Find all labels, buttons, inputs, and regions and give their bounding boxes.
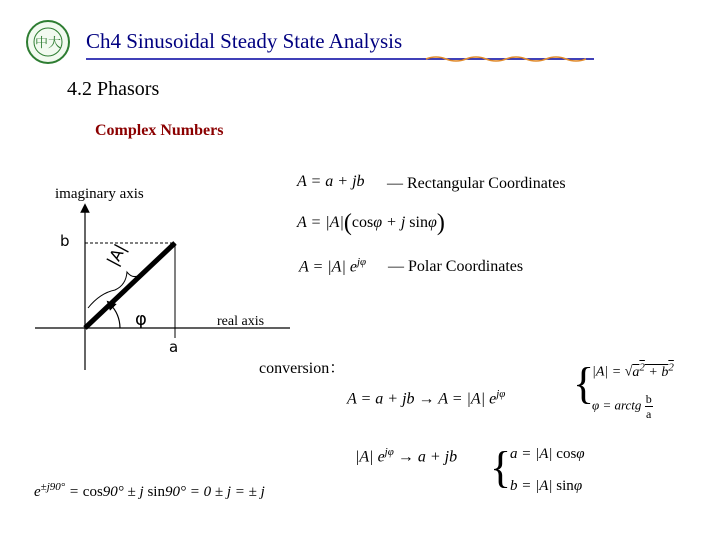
polar-label: — Polar Coordinates — [388, 258, 524, 275]
conversion-brace-1: { — [573, 359, 595, 408]
phasor-vector — [85, 240, 175, 328]
real-part-conversion: a = |A| cosφ — [510, 446, 585, 462]
magnitude-label: |A| — [103, 240, 130, 269]
imag-part-conversion: b = |A| sinφ — [510, 478, 583, 494]
rect-to-polar-formula: A = a + jb → A = |A| $e^{j\varphi}$ — [347, 388, 506, 408]
svg-text:中大: 中大 — [34, 36, 62, 51]
rectangular-formula: A = a + jb — [297, 173, 365, 190]
header-underline — [86, 56, 596, 64]
imaginary-axis-label: imaginary axis — [55, 186, 144, 202]
angle-conversion: φ = arctg $\frac{b}{a}$ — [592, 392, 652, 421]
polar-to-rect-formula: |A| $e^{j\varphi} \to a$ + jb — [355, 446, 458, 466]
a-label: a — [169, 338, 179, 356]
rectangular-label: — Rectangular Coordinates — [387, 175, 566, 192]
magnitude-conversion: $|A| = √a^2 + b^2$ — [592, 361, 674, 380]
magnitude-brace — [88, 250, 168, 308]
section-title: 4.2 Phasors — [67, 78, 160, 100]
real-axis-label: real axis — [217, 314, 265, 329]
section-subtitle: Complex Numbers — [95, 122, 224, 139]
euler-special-case: $e^{\pm j90^\circ} = \cos 90^\circ \pm j$ sin90° = 0 ± j = ± j — [34, 481, 265, 500]
conversion-label: conversion： — [259, 360, 346, 377]
b-label: b — [60, 232, 70, 250]
conversion-brace-2: { — [490, 443, 512, 492]
polar-formula: A = |A| $e^{j\varphi}$ — [299, 256, 367, 276]
angle-label: φ — [135, 309, 147, 330]
header-title: Ch4 Sinusoidal Steady State Analysis — [86, 29, 403, 53]
trig-formula: A = |A|(cosφ + j sinφ) — [297, 210, 445, 236]
angle-arc — [110, 304, 120, 328]
university-logo — [20, 18, 76, 66]
